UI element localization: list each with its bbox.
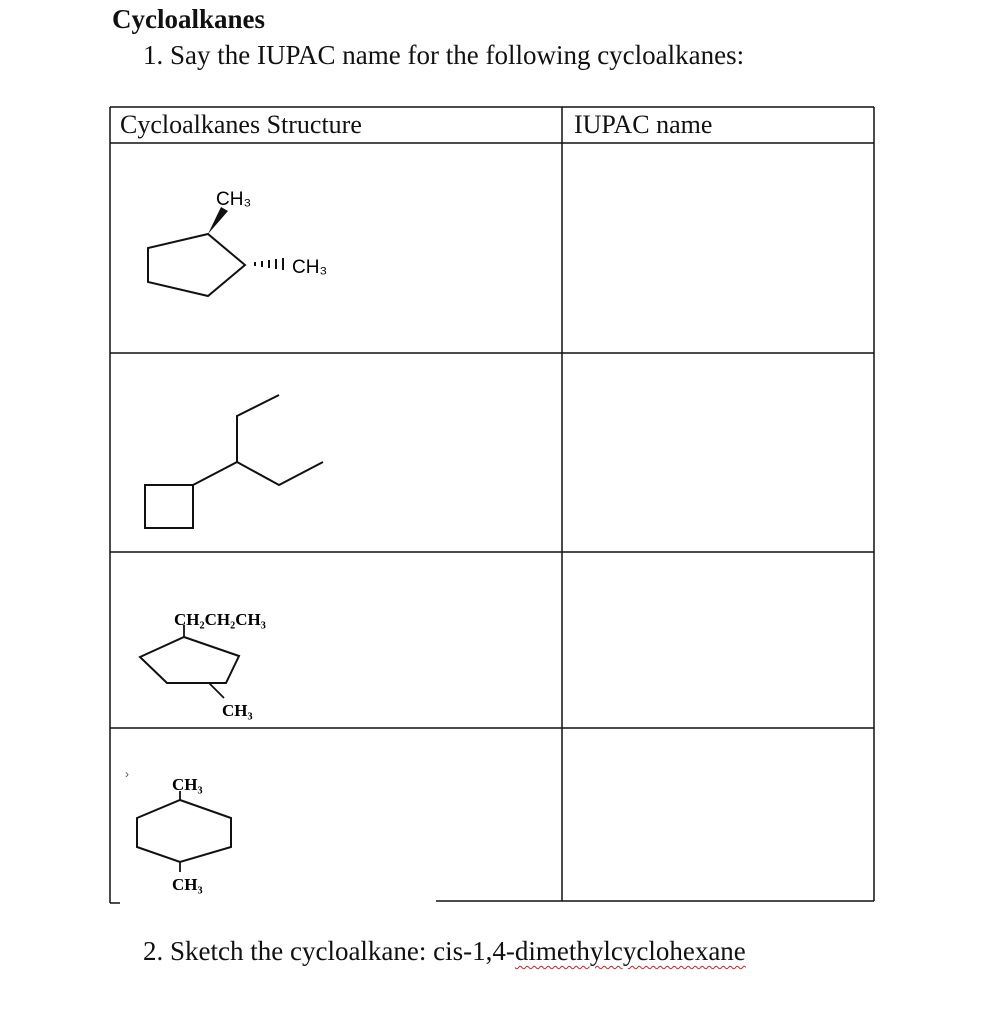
question-2 bbox=[143, 936, 746, 967]
header-iupac-name: IUPAC name bbox=[574, 110, 713, 139]
question-2-text: 2. Sketch the cycloalkane: cis-1,4- bbox=[143, 936, 515, 966]
structure-2 bbox=[145, 395, 323, 528]
spellcheck-word: dimethylcyclohexane bbox=[514, 936, 746, 966]
page-title: Cycloalkanes bbox=[112, 4, 266, 34]
bullet-mark: › bbox=[125, 767, 129, 781]
structure-3 bbox=[140, 610, 266, 720]
structure-4-label-bottom: CH₃ bbox=[172, 875, 203, 894]
structure-4 bbox=[125, 767, 231, 894]
question-1: 1. Say the IUPAC name for the following cycloalkanes: bbox=[143, 40, 745, 70]
header-structure: Cycloalkanes Structure bbox=[120, 110, 362, 139]
table-grid bbox=[110, 107, 874, 903]
structure-1-label-right: CH₃ bbox=[292, 257, 328, 278]
structure-4-label-top: CH₃ bbox=[172, 775, 203, 794]
structure-3-label-top: CH₂CH₂CH₃ bbox=[174, 610, 266, 629]
structure-1 bbox=[148, 189, 327, 296]
structure-3-label-bottom: CH₃ bbox=[222, 701, 253, 720]
structure-1-label-top: CH₃ bbox=[216, 189, 252, 210]
